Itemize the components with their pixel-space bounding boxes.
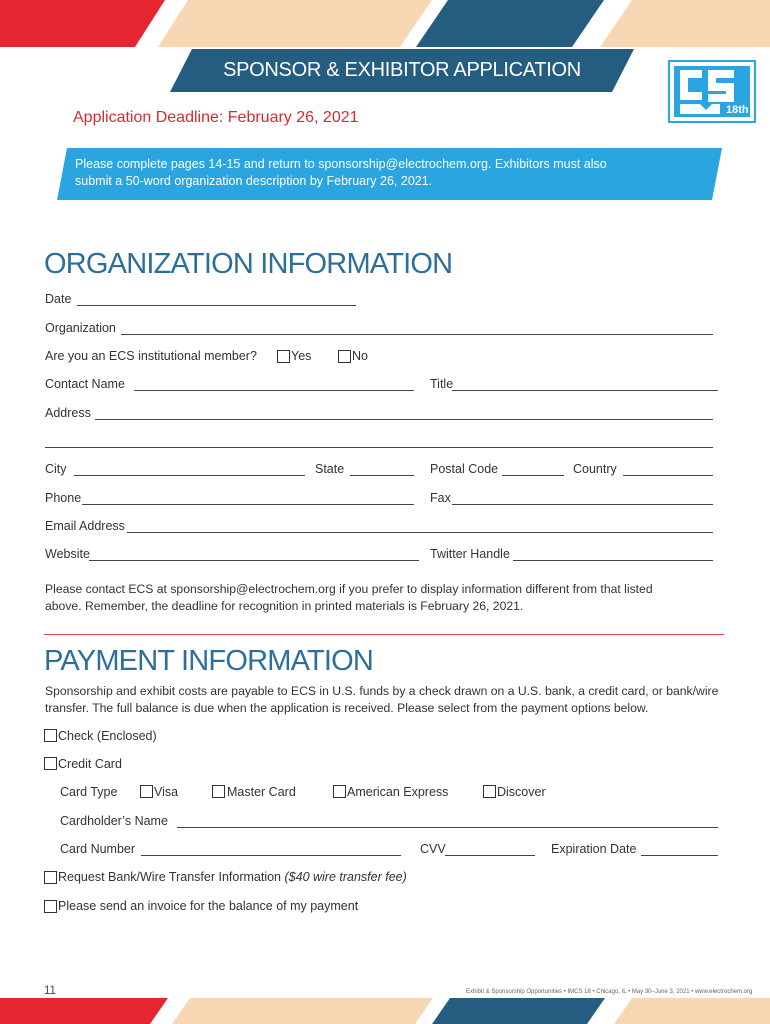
phone-field[interactable] (82, 504, 414, 505)
address-field-line-1[interactable] (95, 419, 713, 420)
contact-note (45, 581, 735, 615)
wire-transfer-text (58, 870, 407, 884)
fax-label: Fax (430, 491, 451, 505)
website-field[interactable] (89, 560, 419, 561)
credit-card-checkbox[interactable] (44, 757, 57, 770)
title-banner (170, 49, 634, 92)
wire-transfer-label: Request Bank/Wire Transfer Information (58, 870, 282, 884)
check-label: Check (Enclosed) (58, 729, 157, 743)
payment-intro-line-1: Sponsorship and exhibit costs are payable to ECS in U.S. funds by a check drawn on a U.S. bank, a credit card, or bank/wire (45, 684, 719, 698)
page-number: 11 (44, 985, 56, 997)
cardholder-field[interactable] (177, 827, 718, 828)
city-label: City (45, 462, 67, 476)
contact-name-label: Contact Name (45, 377, 125, 391)
footer-event-info: Exhibit & Sponsorship Opportunities • IMCS 18 • Chicago, IL • May 30–June 3, 2021 • www.electrochem.org (466, 989, 753, 995)
mastercard-label: Master Card (227, 785, 296, 799)
payment-heading: PAYMENT INFORMATION (44, 645, 374, 677)
invoice-checkbox[interactable] (44, 900, 57, 913)
contact-name-field[interactable] (134, 390, 414, 391)
discover-checkbox[interactable] (483, 785, 496, 798)
email-field[interactable] (127, 532, 713, 533)
fax-field[interactable] (452, 504, 713, 505)
amex-checkbox[interactable] (333, 785, 346, 798)
address-label: Address (45, 406, 91, 420)
page-title: SPONSOR & EXHIBITOR APPLICATION (223, 59, 581, 81)
expiration-field[interactable] (641, 855, 718, 856)
card-number-field[interactable] (141, 855, 401, 856)
phone-label: Phone (45, 491, 82, 505)
member-question: Are you an ECS institutional member? (45, 349, 257, 363)
instructions-banner (57, 148, 722, 200)
bottom-decorative-stripes (0, 998, 770, 1024)
twitter-label: Twitter Handle (430, 547, 510, 561)
country-label: Country (573, 462, 617, 476)
card-number-label: Card Number (60, 842, 136, 856)
visa-checkbox[interactable] (140, 785, 153, 798)
state-label: State (315, 462, 345, 476)
organization-label: Organization (45, 321, 116, 335)
credit-card-label: Credit Card (58, 757, 122, 771)
imcs-logo (668, 60, 756, 123)
state-field[interactable] (350, 475, 414, 476)
wire-transfer-checkbox[interactable] (44, 871, 57, 884)
visa-label: Visa (154, 785, 179, 799)
member-yes-checkbox[interactable] (277, 350, 290, 363)
wire-transfer-fee: ($40 wire transfer fee) (284, 870, 407, 884)
member-no-label: No (352, 349, 368, 363)
cvv-field[interactable] (445, 855, 535, 856)
contact-note-line-2: above. Remember, the deadline for recognition in printed materials is February 26, 2021. (45, 599, 524, 613)
instructions-line-2: submit a 50-word organization description by February 26, 2021. (75, 174, 433, 188)
postal-code-label: Postal Code (430, 462, 499, 476)
application-deadline: Application Deadline: February 26, 2021 (73, 109, 359, 126)
title-label: Title (430, 377, 454, 391)
date-field[interactable] (77, 305, 356, 306)
website-label: Website (45, 547, 90, 561)
twitter-field[interactable] (513, 560, 713, 561)
date-label: Date (45, 292, 72, 306)
title-field[interactable] (452, 390, 718, 391)
cardholder-label: Cardholder’s Name (60, 814, 168, 828)
member-no-checkbox[interactable] (338, 350, 351, 363)
section-divider (44, 634, 724, 635)
member-yes-label: Yes (291, 349, 312, 363)
organization-field[interactable] (121, 334, 713, 335)
organization-heading: ORGANIZATION INFORMATION (44, 248, 453, 280)
country-field[interactable] (623, 475, 713, 476)
email-label: Email Address (45, 519, 125, 533)
check-checkbox[interactable] (44, 729, 57, 742)
logo-badge: 18th (726, 104, 749, 116)
mastercard-checkbox[interactable] (212, 785, 225, 798)
top-decorative-stripes (0, 0, 770, 50)
amex-label: American Express (347, 785, 449, 799)
cvv-label: CVV (420, 842, 446, 856)
expiration-label: Expiration Date (551, 842, 637, 856)
instructions-line-1: Please complete pages 14-15 and return to sponsorship@electrochem.org. Exhibitors must also (75, 157, 607, 171)
payment-intro-line-2: transfer. The full balance is due when the application is received. Please select from the payment options below. (45, 701, 649, 715)
invoice-label: Please send an invoice for the balance of my payment (58, 899, 359, 913)
discover-label: Discover (497, 785, 546, 799)
payment-intro (45, 683, 745, 717)
card-type-label: Card Type (60, 785, 118, 799)
address-field-line-2[interactable] (45, 447, 713, 448)
contact-note-line-1: Please contact ECS at sponsorship@electrochem.org if you prefer to display information different from that listed (45, 582, 653, 596)
postal-code-field[interactable] (502, 475, 564, 476)
city-field[interactable] (74, 475, 305, 476)
